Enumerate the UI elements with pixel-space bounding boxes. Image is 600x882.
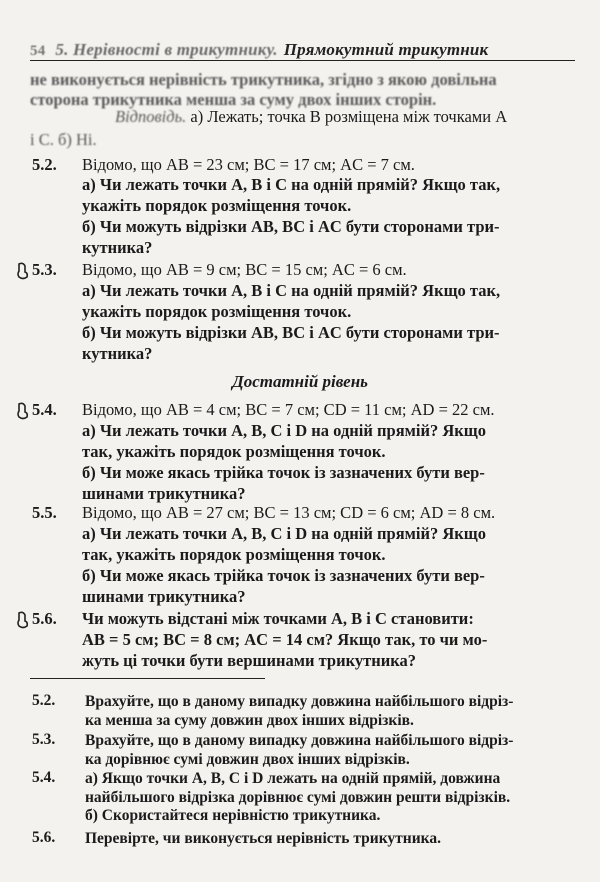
pointing-hand-icon — [16, 262, 30, 280]
problem-text: шинами трикутника? — [82, 587, 246, 606]
problem-text: б) Чи можуть відрізки AB, BC і AC бути сторонами три- — [82, 323, 500, 342]
page-number: 54 — [30, 43, 46, 59]
hint-text: Перевірте, чи виконується нерівність трикутника. — [85, 830, 441, 847]
footnote-divider — [30, 678, 265, 679]
problem-text: Відомо, що AB = 9 см; BC = 15 см; AC = 6 см. — [82, 260, 407, 279]
problem-text: Відомо, що AB = 27 см; BC = 13 см; CD = 6 см; AD = 8 см. — [82, 503, 496, 522]
problem-text: Відомо, що AB = 23 см; BC = 17 см; AC = 7 см. — [82, 155, 415, 174]
hint-number: 5.2. — [32, 692, 56, 709]
problem-number: 5.2. — [32, 155, 57, 174]
problem-text: укажіть порядок розміщення точок. — [82, 196, 352, 215]
hint-text: Врахуйте, що в даному випадку довжина найбільшого відріз- — [85, 732, 514, 749]
problem-number: 5.3. — [32, 260, 57, 279]
hint-text: Врахуйте, що в даному випадку довжина найбільшого відріз- — [85, 693, 514, 710]
hint-number: 5.3. — [32, 731, 56, 748]
problem-text: так, укажіть порядок розміщення точок. — [82, 442, 386, 461]
section-heading: Достатній рівень — [232, 372, 368, 391]
hint-text: б) Скористайтеся нерівністю трикутника. — [85, 807, 381, 824]
problem-number: 5.4. — [32, 400, 57, 419]
problem-text: б) Чи може якась трійка точок із зазначених бути вер- — [82, 463, 485, 482]
pointing-hand-icon — [16, 611, 30, 629]
problem-text: а) Чи лежать точки A, B, C і D на одній прямій? Якщо — [82, 524, 486, 543]
hint-number: 5.4. — [32, 769, 56, 786]
page-title: Прямокутний трикутник — [283, 40, 489, 59]
hint-text: найбільшого відрізка дорівнює сумі довжин решти відрізків. — [85, 789, 511, 806]
answer-line — [115, 107, 507, 127]
intro-line: не виконується нерівність трикутника, згідно з якою довільна — [30, 70, 497, 89]
problem-text: укажіть порядок розміщення точок. — [82, 302, 352, 321]
answer-label: Відповідь. — [115, 107, 187, 126]
pointing-hand-icon — [16, 402, 30, 420]
problem-text: б) Чи можуть відрізки AB, BC і AC бути сторонами три- — [82, 217, 500, 236]
intro-line: сторона трикутника менша за суму двох інших сторін. — [30, 90, 437, 109]
answer-line: і C. б) Ні. — [30, 130, 97, 149]
problem-text: жуть ці точки бути вершинами трикутника? — [82, 651, 417, 670]
problem-text: так, укажіть порядок розміщення точок. — [82, 545, 386, 564]
problem-text: Чи можуть відстані між точками A, B і C становити: — [82, 609, 474, 628]
page-header — [30, 34, 575, 61]
problem-text: кутника? — [82, 344, 153, 363]
problem-text: б) Чи може якась трійка точок із зазначених бути вер- — [82, 566, 485, 585]
problem-number: 5.5. — [32, 503, 57, 522]
problem-text: Відомо, що AB = 4 см; BC = 7 см; CD = 11 см; AD = 22 см. — [82, 400, 495, 419]
problem-text: а) Чи лежать точки A, B і C на одній прямій? Якщо так, — [82, 281, 501, 300]
problem-text: AB = 5 см; BC = 8 см; AC = 14 см? Якщо так, то чи мо- — [82, 630, 488, 649]
answer-text: а) Лежать; точка B розміщена між точками A — [186, 107, 508, 126]
hint-number: 5.6. — [32, 829, 56, 846]
problem-text: кутника? — [82, 238, 153, 257]
hint-text: ка менша за суму довжин двох інших відрізків. — [85, 712, 414, 729]
problem-number: 5.6. — [32, 609, 57, 628]
hint-text: ка дорівнює сумі довжин двох інших відрізків. — [85, 751, 410, 768]
hint-text: а) Якщо точки A, B, C і D лежать на одній прямій, довжина — [85, 770, 501, 787]
chapter-title: 5. Нерівності в трикутнику. — [55, 40, 278, 59]
problem-text: а) Чи лежать точки A, B, C і D на одній прямій? Якщо — [82, 421, 486, 440]
problem-text: шинами трикутника? — [82, 484, 246, 503]
problem-text: а) Чи лежать точки A, B і C на одній прямій? Якщо так, — [82, 175, 501, 194]
